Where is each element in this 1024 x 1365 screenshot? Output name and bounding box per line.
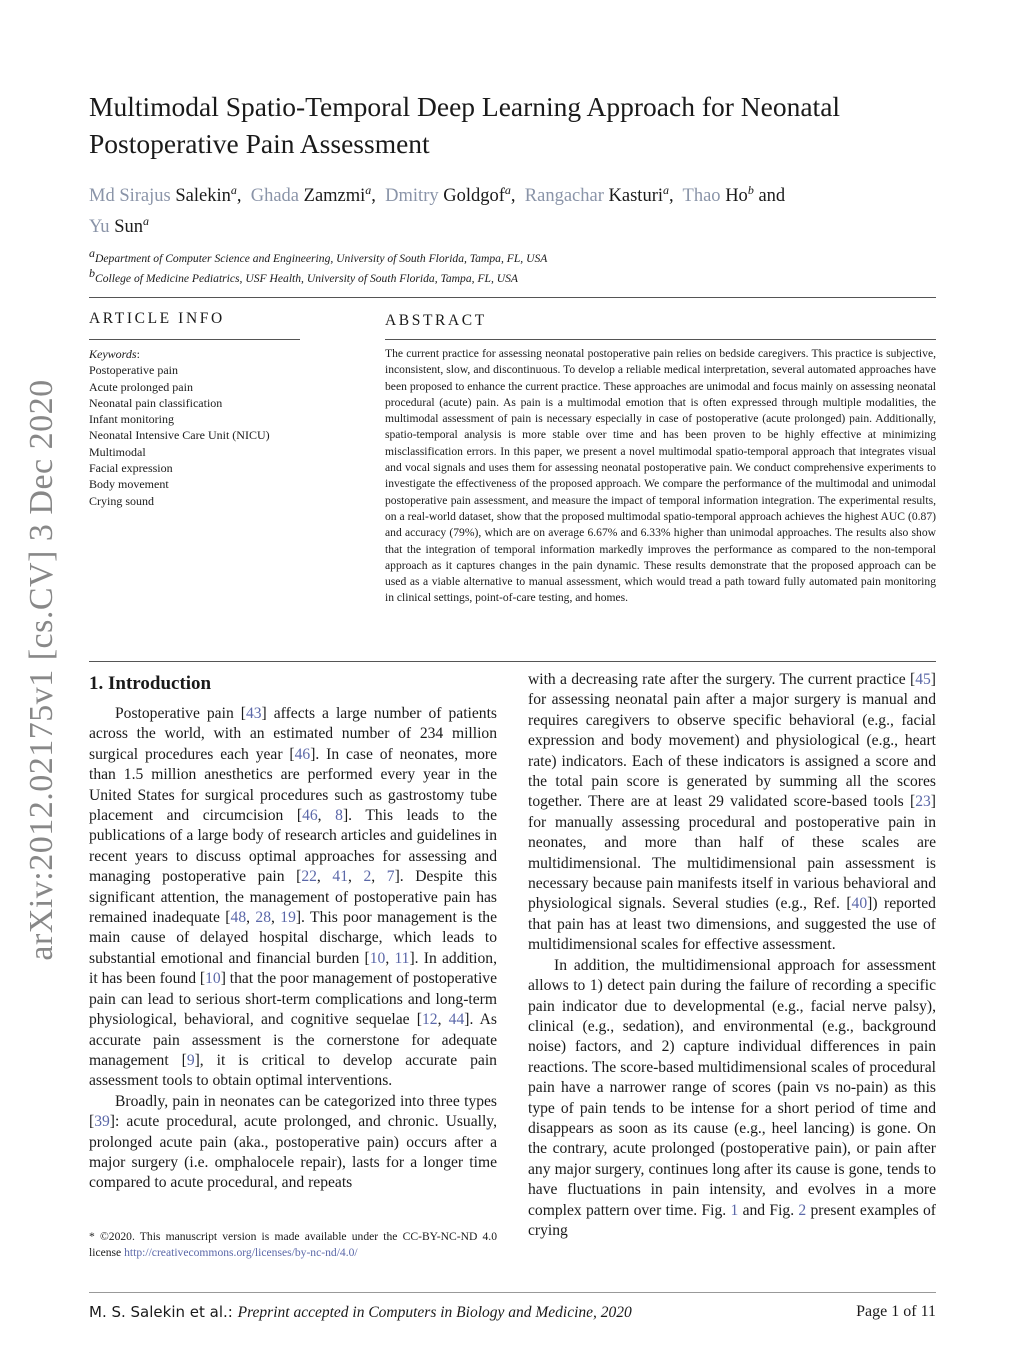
citation-link[interactable]: 10 (205, 970, 221, 988)
license-link[interactable]: http://creativecommons.org/licenses/by-nc-nd/4.0/ (124, 1246, 358, 1259)
divider (89, 339, 300, 340)
citation-link[interactable]: 7 (386, 868, 395, 886)
affiliation-b: $^b$College of Medicine Pediatrics, USF Health, University of South Florida, Tampa, FL, USA (89, 266, 519, 285)
citation-link[interactable]: 23 (915, 793, 931, 811)
paper-title: Multimodal Spatio-Temporal Deep Learning Approach for Neonatal Postoperative Pain Assessment (89, 91, 841, 159)
citation-link[interactable]: 10 (369, 949, 386, 967)
figure-link[interactable]: 1 (730, 1201, 739, 1219)
citation-link[interactable]: 40 (851, 895, 868, 913)
citation-link[interactable]: 41 (332, 868, 348, 886)
citation-link[interactable]: 19 (280, 909, 296, 927)
citation-link[interactable]: 12 (421, 1011, 438, 1029)
keywords-label: Keywords (89, 347, 137, 361)
abstract-heading: ABSTRACT (385, 312, 487, 329)
footnote: * ©2020. This manuscript version is made available under the CC-BY-NC-ND 4.0 license http://creativecommons.org/licenses/by-nc-nd/4.0/ (89, 1230, 497, 1259)
keyword: Multimodal (89, 444, 146, 459)
divider (89, 661, 936, 662)
citation-link[interactable]: 11 (394, 949, 410, 967)
author: Thao Ho$^b$ (682, 183, 754, 207)
keyword: Crying sound (89, 493, 155, 508)
citation-link[interactable]: 45 (915, 671, 931, 688)
keyword: Body movement (89, 477, 169, 492)
citation-link[interactable]: 46 (302, 807, 318, 825)
divider (385, 339, 936, 340)
keyword: Neonatal pain classification (89, 395, 223, 410)
figure-link[interactable]: 2 (798, 1201, 807, 1219)
keyword: Facial expression (89, 461, 173, 476)
author: Ghada Zamzmi$^a$ (250, 183, 372, 207)
author: Dmitry Goldgof$^a$ (385, 183, 511, 207)
keyword: Acute prolonged pain (89, 379, 193, 394)
article-info-heading: ARTICLE INFO (89, 310, 225, 327)
arxiv-identifier: arXiv:2012.02175v1 [cs.CV] 3 Dec 2020 (23, 379, 60, 961)
citation-link[interactable]: 44 (448, 1011, 465, 1029)
citation-link[interactable]: 43 (245, 705, 262, 722)
keyword: Infant monitoring (89, 412, 174, 427)
author: Yu Sun$^a$ (89, 214, 149, 238)
citation-link[interactable]: 28 (255, 909, 271, 927)
author-list: Md Sirajus Salekin$^a$, Ghada Zamzmi$^a$, Dmitry Goldgof$^a$, Rangachar Kasturi$^a$, Thao Ho$^b$ and Yu Sun$^a$ (89, 183, 786, 238)
citation-link[interactable]: 9 (186, 1051, 195, 1069)
paragraph: Broadly, pain in neonates can be categorized into three types [39]: acute procedural, acute prolonged, and chronic. Usually, prolonged acute pain (aka., postoperative pain) occurs after a major surgery (i.e. omphalocele repair), lasts for a longer time compared to acute procedural, and repeats (89, 1092, 497, 1192)
citation-link[interactable]: 8 (335, 807, 343, 825)
abstract-text: The current practice for assessing neonatal postoperative pain relies on bedside caregivers. This practice is subjective, inconsistent, slow, and discontinuous. To develop a reliable medical interpretation, several automated approaches have been proposed to enhance the current practice. These approaches are unimodal and focus mainly on assessing neonatal procedural (acute) pain. As pain is a multimodal emotion that is often expressed through multiple modalities, the multimodal assessment of pain is necessary especially in case of postoperative (acute prolonged) pain. Additionally, spatio-temporal analysis is more stable over time and has been proven to be highly effective at minimizing misclassification errors. In this paper, we present a novel multimodal spatio-temporal approach that integrates visual and vocal signals and uses them for assessing neonatal postoperative pain. We conduct comprehensive experiments to investigate the effectiveness of the proposed approach. We compare the performance of the multimodal and unimodal postoperative pain assessment, and measure the impact of temporal information integration. The experimental results, on a real-world dataset, show that the proposed multimodal spatio-temporal approach achieves the highest AUC (0.87) and accuracy (79%), which are on average 6.67% and 6.33% higher than unimodal approaches. The results also show that the integration of temporal information markedly improves the performance as compared to the non-temporal approach as it captures changes in the pain dynamic. These results demonstrate that the proposed approach can be used as a viable alternative to manual assessment, which would tread a path toward fully automated pain monitoring in clinical settings, point-of-care testing, and homes. (385, 347, 936, 605)
citation-link[interactable]: 48 (230, 909, 247, 927)
running-footer: M. S. Salekin et al.: Preprint accepted in Computers in Biology and Medicine, 2020 (89, 1303, 632, 1321)
keyword: Neonatal Intensive Care Unit (NICU) (89, 428, 270, 443)
keywords-list: Keywords: Postoperative pain Acute prolonged pain Neonatal pain classification Infant monitoring Neonatal Intensive Care Unit (NICU) Multimodal Facial expression Body movement Crying sound (89, 346, 309, 509)
author: Md Sirajus Salekin$^a$ (89, 183, 237, 207)
arxiv-sidebar (12, 370, 72, 970)
paragraph: Postoperative pain [43] affects a large number of patients across the world, with an estimated number of 234 million surgical procedures each year [46]. In case of neonates, more than 1.5 million anesthetics are performed every year in the United States for surgical procedures such as gastrostomy tube placement and circumcision [46, 8]. This leads to the publications of a large body of research articles and guidelines in recent years to discuss optimal approaches for assessing and managing postoperative pain [22, 41, 2, 7]. Despite this significant attention, the management of postoperative pain has remained inadequate [48, 28, 19]. This poor management is the main cause of delayed hospital discharge, which leads to substantial emotional and financial burden [10, 11]. In addition, it has been found [10] that the poor management of postoperative pain can lead to serious short-term complications and long-term physiological, behavioral, and cognitive sequelae [12, 44]. As accurate pain assessment is the cornerstone for adequate management [9], it is critical to develop accurate pain assessment tools to obtain optimal interventions. (89, 705, 498, 1090)
text-column-left (89, 704, 497, 1194)
section-heading: 1. Introduction (89, 673, 212, 694)
divider (89, 1292, 936, 1293)
keyword: Postoperative pain (89, 363, 178, 378)
citation-link[interactable]: 46 (294, 745, 311, 763)
divider (89, 297, 936, 298)
paragraph: with a decreasing rate after the surgery. The current practice [45] for assessing neonatal pain after a major surgery is manual and requires caregivers to observe specific behavioral (e.g., facial expression and body movement) and physiological (e.g., heart rate) indicators. Each of these indicators is assigned a score and the total pain score is generated by summing all the scores together. There are at least 29 validated score-based tools [23] for manually assessing procedural and postoperative pain in neonates, and more than half of these scales are multidimensional. The multidimensional pain assessment is necessary because pain manifests itself in various behavioral and physiological signals. Several studies (e.g., Ref. [40]) reported that pain has at least two dimensions, and suggested the use of multidimensional scales for effective assessment. (528, 671, 936, 954)
text-column-right (528, 670, 936, 1241)
citation-link[interactable]: 2 (363, 868, 372, 886)
author: Rangachar Kasturi$^a$ (524, 183, 669, 207)
citation-link[interactable]: 39 (94, 1113, 110, 1131)
citation-link[interactable]: 22 (301, 868, 317, 886)
page-number: Page 1 of 11 (856, 1303, 936, 1320)
paragraph: In addition, the multidimensional approach for assessment allows to 1) detect pain during the failure of recording a specific pain indicator due to developmental (e.g., facial nerve palsy), clinical (e.g., sedation), and environmental (e.g., background noise) factors, and 2) capture individual differences in pain reactions. The score-based multidimensional scales of procedural pain have a narrower range of scores (pain vs no-pain) as this type of pain tends to be intense for a short period of time and disappears as soon as its cause (e.g., heel lancing) is gone. On the contrary, acute prolonged (postoperative pain), or pain after any major surgery, continues long after its cause is gone, tends to have fluctuations in pain intensity, and evolves in a more complex pattern over time. Fig. 1 and Fig. 2 present examples of crying (528, 956, 936, 1239)
affiliation-a: $^a$Department of Computer Science and Engineering, University of South Florida, Tampa, FL, USA (89, 246, 548, 265)
